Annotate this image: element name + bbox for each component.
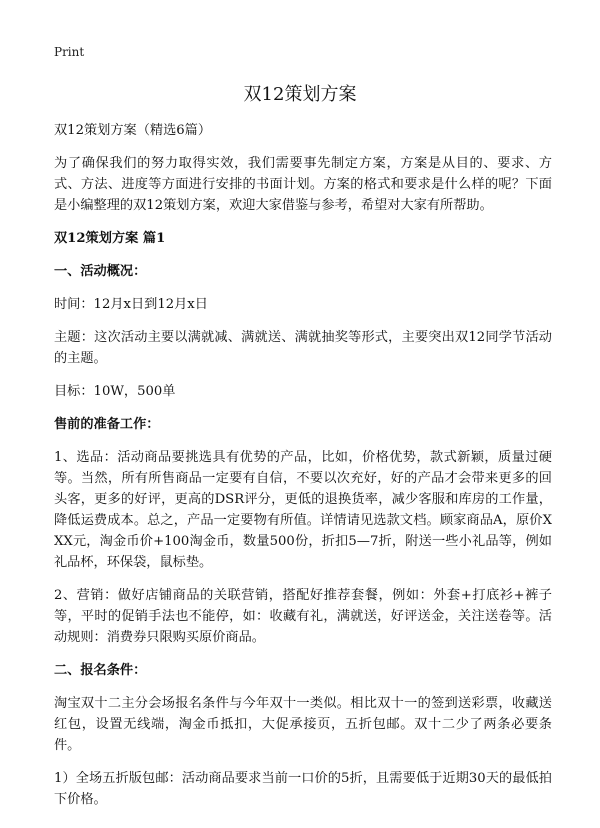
target-paragraph: 目标：10W，500单 xyxy=(54,384,176,399)
condition-1-paragraph: 1）全场五折版包邮：活动商品要求当前一口价的5折，且需要低于近期30天的最低拍下价格。 xyxy=(54,771,552,807)
theme-paragraph: 主题：这次活动主要以满就减、满就送、满就抽奖等形式，主要突出双12同学节活动的主题。 xyxy=(54,330,552,366)
document-subtitle: 双12策划方案（精选6篇） xyxy=(54,123,212,138)
overview-heading: 一、活动概况： xyxy=(54,264,147,279)
conditions-heading: 二、报名条件： xyxy=(54,663,147,678)
product-selection-paragraph: 1、选品：活动商品要挑选具有优势的产品，比如，价格优势，款式新颖，质量过硬等。当然，所有所售商品一定要有自信，不要以次充好，好的产品才会带来更多的回头客，更多的好评，更高的DSR评分，更低的退换货率，减少客服和库房的工作量，降低运费成本。总之，产品一定要物有所值。详情请见选款文档。顾家商品A，原价XXX元，淘金币价+100淘金币，数量500份，折扣5—7折，附送一些小礼品等，例如礼品杯，环保袋，鼠标垫。 xyxy=(54,450,552,570)
conditions-paragraph: 淘宝双十二主分会场报名条件与今年双十一类似。相比双十一的签到送彩票，收藏送红包，设置无线端，淘金币抵扣，大促承接页，五折包邮。双十二少了两条必要条件。 xyxy=(54,696,552,753)
document-title: 双12策划方案 xyxy=(243,84,357,105)
time-paragraph: 时间：12月x日到12月x日 xyxy=(54,297,208,312)
marketing-paragraph: 2、营销：做好店铺商品的关联营销，搭配好推荐套餐，例如：外套+打底衫+裤子等，平时的促销手法也不能停，如：收藏有礼，满就送，好评送金，关注送卷等。活动规则：消费券只限购买原价商品。 xyxy=(54,588,552,645)
print-label[interactable]: Print xyxy=(54,45,85,59)
preparation-heading: 售前的准备工作： xyxy=(54,417,160,432)
document-body xyxy=(54,120,552,822)
section-heading: 双12策划方案 篇1 xyxy=(54,231,166,246)
intro-paragraph: 为了确保我们的努力取得实效，我们需要事先制定方案，方案是从目的、要求、方式、方法、进度等方面进行安排的书面计划。方案的格式和要求是什么样的呢？下面是小编整理的双12策划方案，欢迎大家借鉴与参考，希望对大家有所帮助。 xyxy=(54,156,552,213)
